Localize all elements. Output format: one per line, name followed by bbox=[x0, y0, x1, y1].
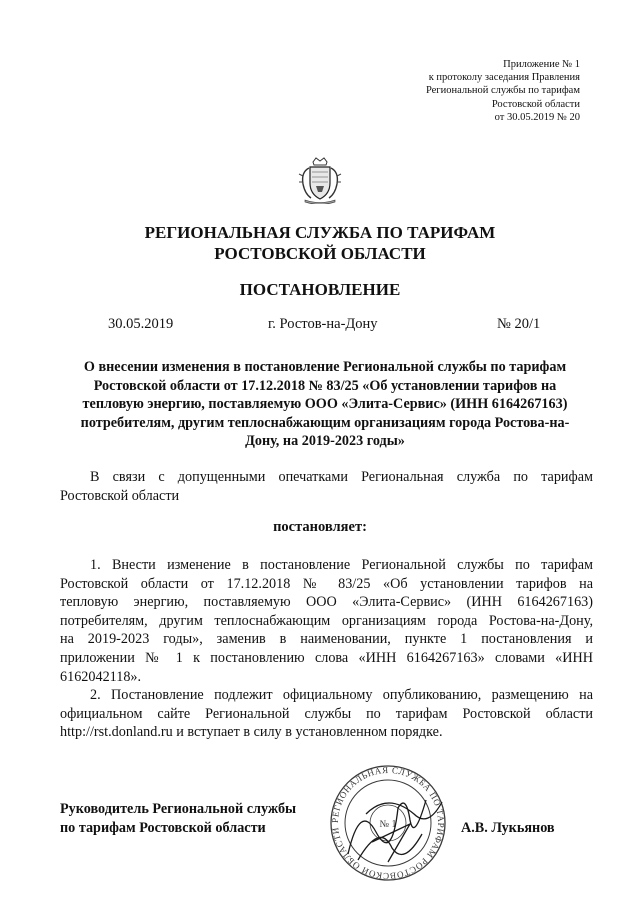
document-date: 30.05.2019 bbox=[108, 316, 174, 332]
paragraph-line: В связи с допущенными опечатками Региональная служба по тарифам bbox=[90, 469, 593, 485]
document-subject bbox=[60, 358, 590, 451]
document-number: № 20/1 bbox=[497, 316, 541, 332]
item1-line: Ростовской области от 17.12.2018 № 83/25 «Об установлении тарифов на bbox=[60, 575, 593, 592]
appendix-line: Региональной службы по тарифам bbox=[425, 85, 580, 97]
subject-line: Дону, на 2019-2023 годы» bbox=[245, 433, 405, 450]
item1-line: тепловую энергию, поставляемую ООО «Элита-Сервис» (ИНН 6164267163) bbox=[60, 594, 593, 611]
seal-center-text: № 1 bbox=[379, 819, 397, 830]
org-name-line1: РЕГИОНАЛЬНАЯ СЛУЖБА ПО ТАРИФАМ bbox=[144, 223, 496, 242]
subject-line: О внесении изменения в постановление Региональной службы по тарифам bbox=[83, 359, 567, 375]
signatory-position bbox=[60, 800, 296, 837]
appendix-line: от 30.05.2019 № 20 bbox=[494, 111, 580, 123]
item1-line: 6162042118». bbox=[60, 668, 142, 685]
item2-line: 2. Постановление подлежит официальному опубликованию, размещению на bbox=[90, 687, 593, 704]
item1-line: на 2019-2023 годы», заменив в наименовании, пункте 1 постановления и bbox=[60, 631, 593, 648]
appendix-line: к протоколу заседания Правления bbox=[428, 72, 580, 84]
document-type: ПОСТАНОВЛЕНИЕ bbox=[239, 280, 401, 299]
signatory-position-line: Руководитель Региональной службы bbox=[60, 801, 297, 817]
decree-items bbox=[60, 556, 593, 742]
official-seal-icon bbox=[318, 762, 458, 884]
seal-ring-text: РЕГИОНАЛЬНАЯ СЛУЖБА ПО ТАРИФАМ РОСТОВСКОЙ ОБЛАСТИ bbox=[329, 764, 447, 882]
subject-line: потребителям, другим теплоснабжающим организациям города Ростова-на- bbox=[80, 414, 570, 431]
subject-line: Ростовской области от 17.12.2018 № 83/25 «Об установлении тарифов на bbox=[93, 377, 557, 394]
coat-of-arms-icon bbox=[297, 156, 343, 204]
appendix-block bbox=[340, 58, 580, 124]
item1-line: потребителям, другим теплоснабжающим организациям города Ростова-на-Дону, bbox=[60, 612, 593, 629]
paragraph-line: Ростовской области bbox=[60, 487, 180, 504]
intro-paragraph bbox=[60, 468, 593, 505]
item1-line: приложении № 1 к постановлению слова «ИНН 6164267163» словами «ИНН bbox=[60, 649, 593, 666]
org-name-line2: РОСТОВСКОЙ ОБЛАСТИ bbox=[214, 244, 426, 263]
appendix-line: Приложение № 1 bbox=[503, 59, 580, 70]
document-city: г. Ростов-на-Дону bbox=[268, 316, 378, 332]
subject-line: тепловую энергию, поставляемую ООО «Элита-Сервис» (ИНН 6164267163) bbox=[82, 396, 568, 413]
item2-line: http://rst.donland.ru и вступает в силу в установленном порядке. bbox=[60, 724, 443, 741]
decree-word: постановляет: bbox=[273, 519, 367, 535]
appendix-line: Ростовской области bbox=[491, 98, 580, 110]
signatory-position-line: по тарифам Ростовской области bbox=[60, 819, 266, 836]
item2-line: официальном сайте Региональной службы по тарифам Ростовской области bbox=[60, 705, 593, 722]
signatory-name: А.В. Лукьянов bbox=[461, 820, 555, 836]
item1-line: 1. Внести изменение в постановление Региональной службы по тарифам bbox=[90, 557, 593, 573]
